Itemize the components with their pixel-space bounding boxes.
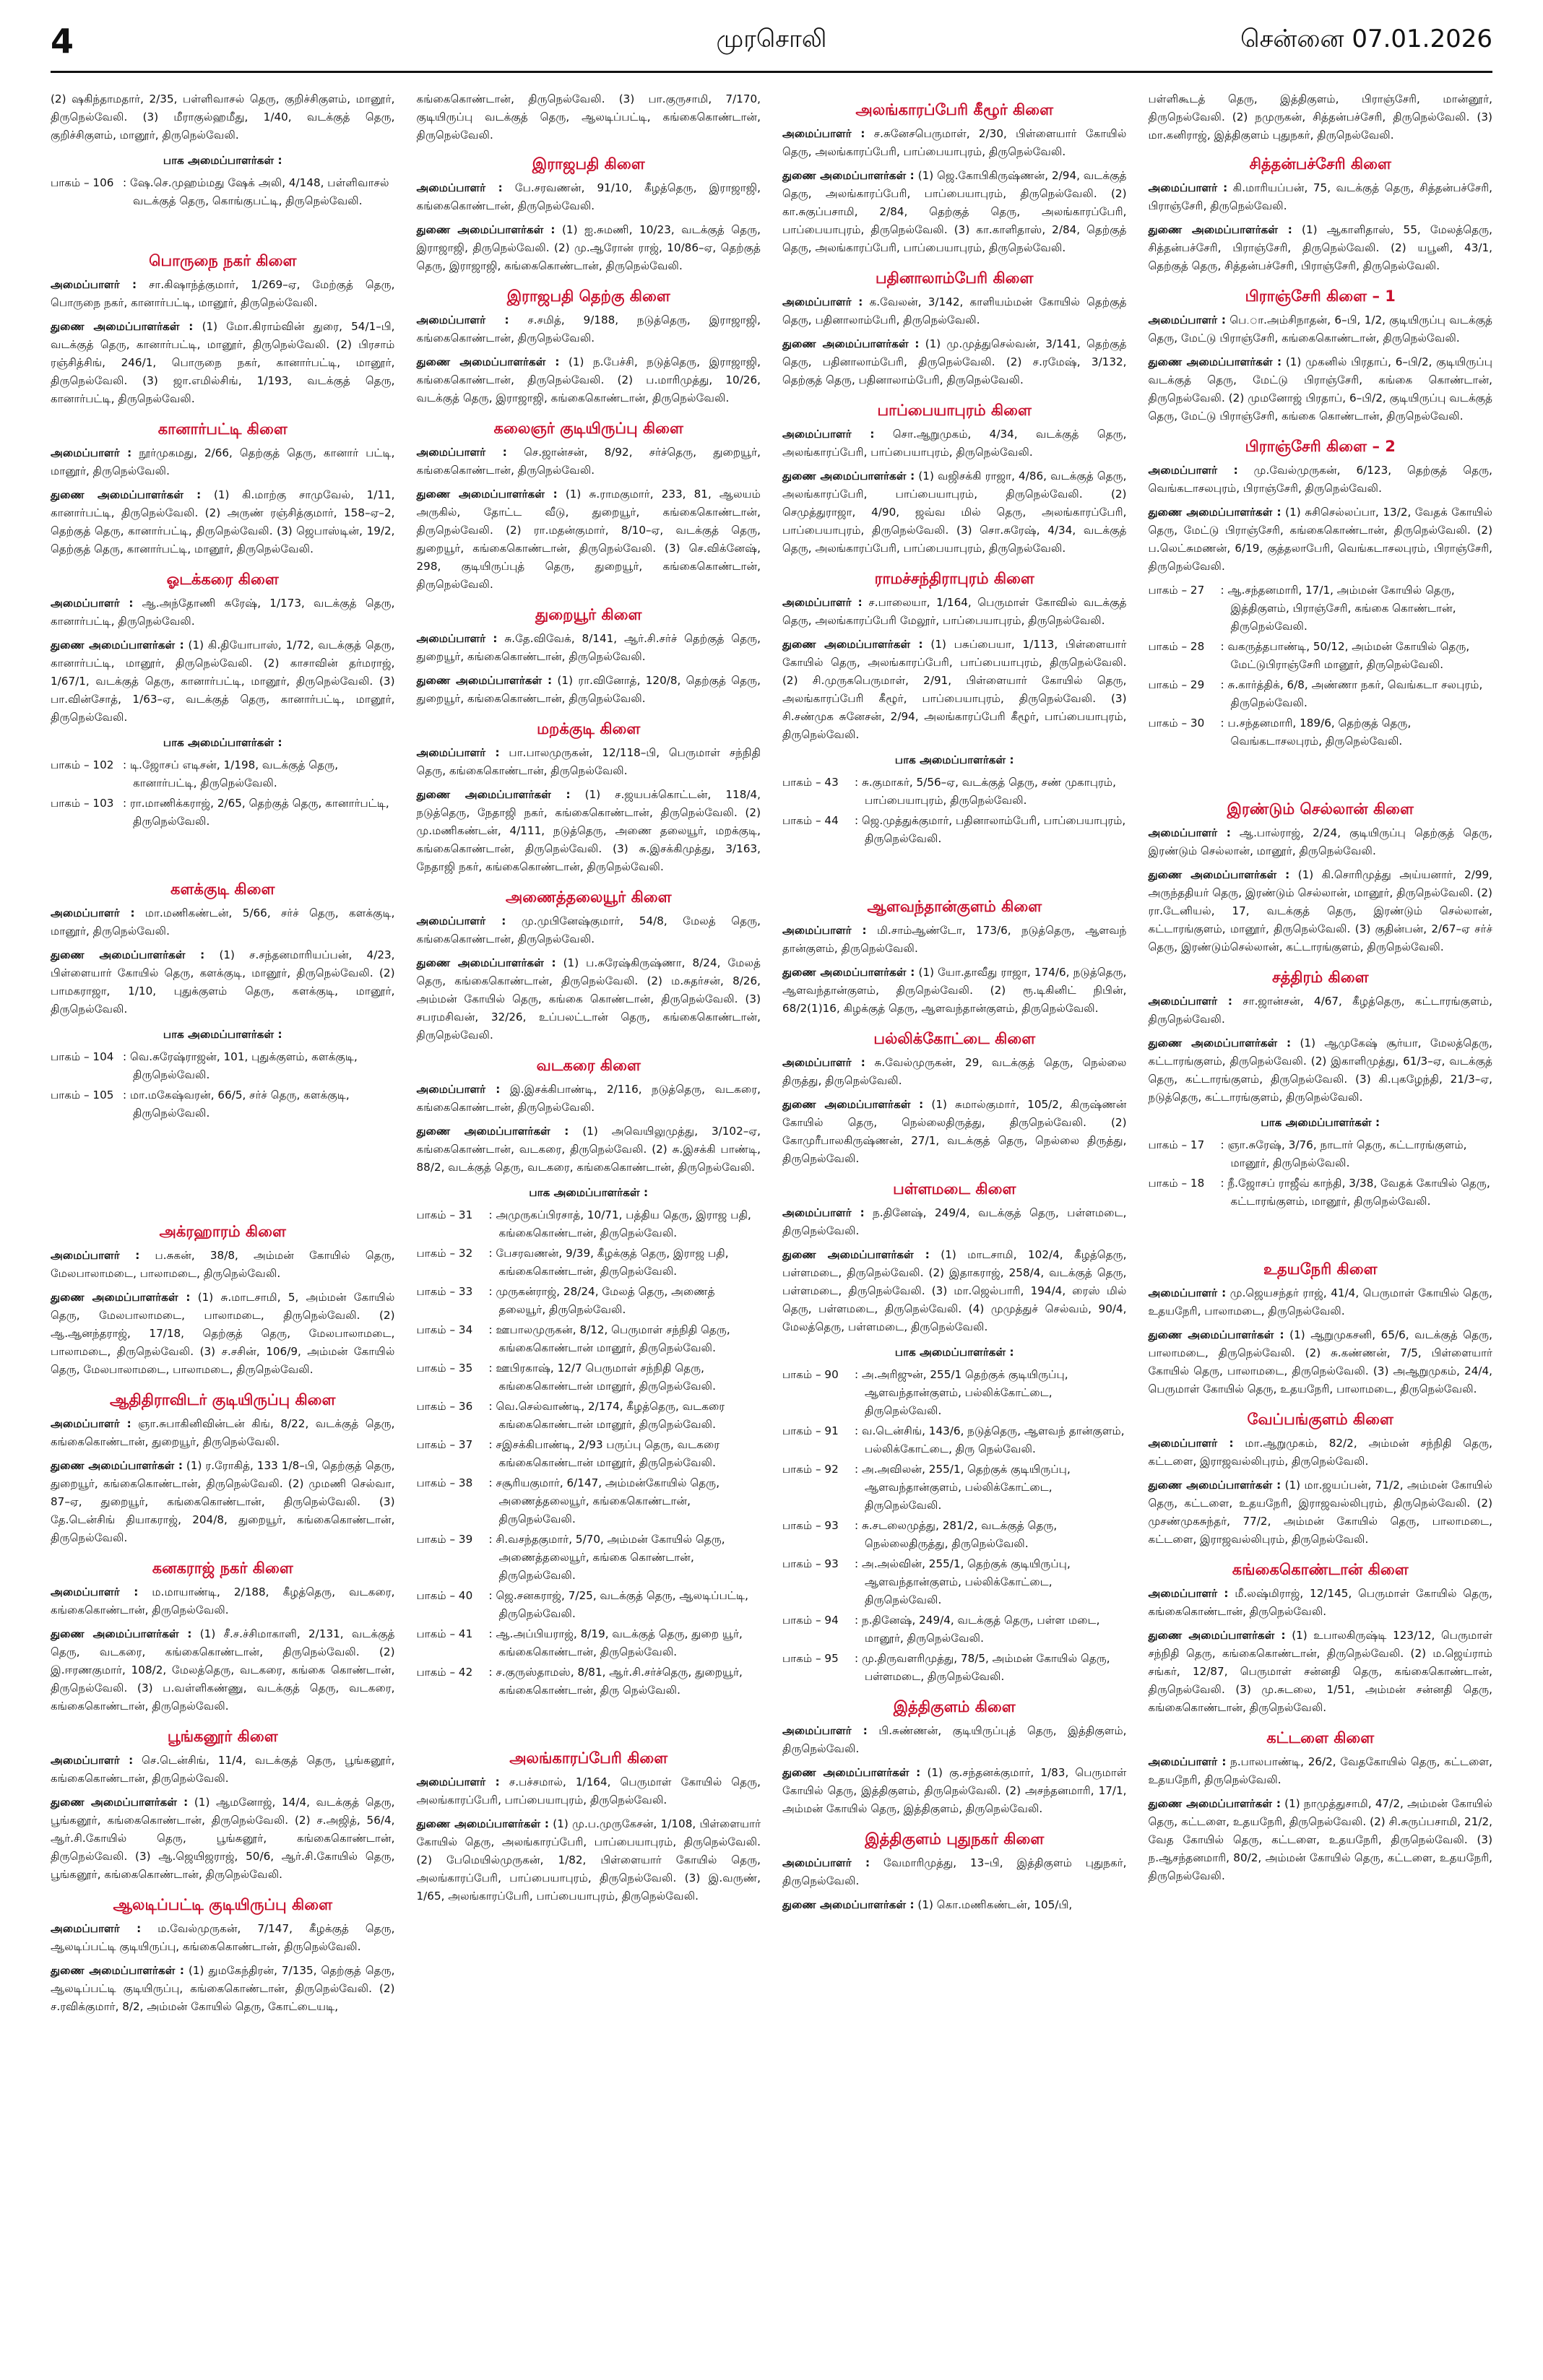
bagam-row: பாகம் – 90 : அ.அரிஜுன், 255/1 தெற்குக் குடியிருப்பு, ஆளவந்தான்குளம், பல்லிக்கோட்டை, திருநெல்வேலி. (782, 1368, 1068, 1417)
bagam-row: பாகம் – 18 : நீ.ஜோசப் ராஜீவ் காந்தி, 3/38, வேதக் கோயில் தெரு, கட்டாரங்குளம், மானூர், திருநெல்வேலி. (1148, 1177, 1490, 1208)
branch-title: ராமச்சந்திராபுரம் கிளை (874, 570, 1034, 587)
thunai-entry: துணை அமைப்பாளர்கள் : (1) ஆமுகேஷ் சூர்யா, மேலத்தெரு, கட்டாரங்குளம், திருநெல்வேலி. (2) இகாளிமுத்து, 61/3–ஏ, வடக்குத் தெரு, கட்டாரங்குளம், திருநெல்வேலி. (3) கி.புகழேந்தி, 21/3–ஏ, நடுத்தெரு, கட்டாரங்குளம், திருநெல்வேலி. (1148, 1037, 1493, 1104)
thunai-entry: துணை அமைப்பாளர்கள் : (1) முகனில் பிரதாப், 6–பி/2, குடியிருப்பு வடக்குத் தெரு, மேட்டு பிராஞ்சேரி, கங்கை கொண்டான், திருநெல்வேலி. (2) முமனோஜ் பிரதாப், 6–பி/2, குடியிருப்பு வடக்குத் தெரு, மேட்டு பிராஞ்சேரி, கங்கை கொண்டான், திருநெல்வேலி. (1148, 355, 1493, 423)
bagam-row: பாகம் – 30 : ப.சந்தனமாரி, 189/6, தெற்குத் தெரு, வெங்கடாசலபுரம், திருநெல்வேலி. (1148, 717, 1412, 748)
amaippalar-entry: அமைப்பாளர் : மு.ஜெயசந்தர் ராஜ், 41/4, பெருமாள் கோயில் தெரு, உதயநேரி, பாலாமடை, திருநெல்வேலி. (1148, 1286, 1493, 1317)
branch-title: பிராஞ்சேரி கிளை – 1 (1245, 287, 1396, 305)
branch-title: அக்ரஹாரம் கிளை (159, 1223, 286, 1240)
amaippalar-entry: அமைப்பாளர் : நூர்முகமது, 2/66, தெற்குத் தெரு, கானார் பட்டி, மானூர், திருநெல்வேலி. (51, 446, 395, 477)
amaippalar-entry: அமைப்பாளர் : ஞா.சுபாகினிவின்டன் கிங், 8/22, வடக்குத் தெரு, கங்கைகொண்டான், துறையூர், திருநெல்வேலி. (51, 1417, 395, 1448)
thunai-entry: துணை அமைப்பாளர்கள் : (1) ச.சந்தனமாரியப்பன், 4/23, பிள்ளையார் கோயில் தெரு, களக்குடி, மானூர், திருநெல்வேலி. (2) பாமகராஜா, 1/10, புதுக்குளம் தெரு, களக்குடி, மானூர், திருநெல்வேலி. (51, 948, 395, 1016)
amaippalar-entry: அமைப்பாளர் : ந.பாலபாண்டி, 26/2, வேதகோயில் தெரு, கட்டளை, உதயநேரி, திருநெல்வேலி. (1148, 1755, 1493, 1786)
amaippalar-entry: அமைப்பாளர் : ச.பச்சமால், 1/164, பெருமாள் கோயில் தெரு, அலங்காரப்பேரி, பாப்பையாபுரம், திருநெல்வேலி. (416, 1775, 761, 1806)
thunai-entry: துணை அமைப்பாளர்கள் : (1) ஆகாளிதாஸ், 55, மேலத்தெரு, சித்தன்பச்சேரி, பிராஞ்சேரி, திருநெல்வேலி. (2) யபூனி, 43/1, தெற்குத் தெரு, சித்தன்பச்சேரி, பிராஞ்சேரி, திருநெல்வேலி. (1148, 223, 1493, 272)
branch-section (51, 568, 395, 831)
bagam-row: பாகம் – 91 : வ.டென்சிங், 143/6, நடுத்தெரு, ஆளவந் தான்குளம், பல்லிக்கோட்டை, திரு நெல்வேலி. (782, 1424, 1125, 1455)
bagam-heading: பாக அமைப்பாளர்கள் : (894, 1346, 1014, 1359)
amaippalar-entry: அமைப்பாளர் : ந.தினேஷ், 249/4, வடக்குத் தெரு, பள்ளமடை, திருநெல்வேலி. (782, 1206, 1127, 1237)
thunai-entry: துணை அமைப்பாளர்கள் : (1) பசுப்பையா, 1/113, பிள்ளையார் கோயில் தெரு, அலங்காரப்பேரி, பாப்பையாபுரம், திருநெல்வேலி. (2) சி.முருகபெருமாள், 2/91, பிள்ளையார் கோயில் தெரு, அலங்காரப்பேரி கீழூர், பாப்பையாபுரம், திருநெல்வேலி. (3) சி.சண்முக சுனேசன், 2/94, அலங்காரப்பேரி கீழூர், பாப்பையாபுரம், திருநெல்வேலி. (782, 638, 1127, 741)
bagam-heading: பாக அமைப்பாளர்கள் : (894, 753, 1014, 766)
bagam-row: பாகம் – 36 : வெ.செல்வாண்டி, 2/174, கீழத்தெரு, வடகரை கங்கைகொண்டான் மானூர், திருநெல்வேலி. (416, 1400, 725, 1431)
thunai-entry: துணை அமைப்பாளர்கள் : (1) வஜிசக்கி ராஜா, 4/86, வடக்குத் தெரு, அலங்காரப்பேரி, பாப்பையாபுரம், திருநெல்வேலி. (2) செமுத்துராஜா, 4/90, ஜவ்வ மில் தெரு, அலங்காரப்பேரி, பாப்பையாபுரம், திருநெல்வேலி. (3) சொ.சுரேஷ், 4/34, வடக்குத் தெரு, அலங்காரப்பேரி, பாப்பையாபுரம், திருநெல்வேலி. (782, 469, 1127, 555)
branch-title: இராஜபதி தெற்கு கிளை (506, 287, 670, 305)
amaippalar-entry: அமைப்பாளர் : மி.சாம்ஆண்டோ, 173/6, நடுத்தெரு, ஆளவந் தான்குளம், திருநெல்வேலி. (782, 924, 1127, 955)
branch-section (1149, 798, 1493, 956)
thunai-entry: துணை அமைப்பாளர்கள் : (1) ந.பேச்சி, நடுத்தெரு, இராஜாஜி, கங்கைகொண்டான், திருநெல்வேலி. (2) ப.மாரிமுத்து, 10/26, வடக்குத் தெரு, இராஜாஜி, கங்கைகொண்டான், திருநெல்வேலி. (416, 355, 761, 404)
thunai-entry: துணை அமைப்பாளர்கள் : (1) மா.ஜயப்பன், 71/2, அம்மன் கோயில் தெரு, கட்டளை, உதயநேரி, இராஜவல்லிபுரம், திருநெல்வேலி. (2) முசண்முகசுந்தர், 77/2, அம்மன் கோயில் தெரு, பாலாமடை, கட்டளை, இராஜவல்லிபுரம், திருநெல்வேலி. (1148, 1479, 1493, 1546)
branch-section (782, 399, 1127, 558)
amaippalar-entry: அமைப்பாளர் : ச.பாலையா, 1/164, பெருமாள் கோவில் வடக்குத் தெரு, அலங்காரப்பேரி மேலூர், பாப்பையாபுரம், திருநெல்வேலி. (782, 596, 1127, 627)
thunai-entry: துணை அமைப்பாளர்கள் : (1) கொ.மணிகண்டன், 105/பி, (782, 1898, 1073, 1911)
thunai-entry: துணை அமைப்பாளர்கள் : (1) அவெயிலுமுத்து, 3/102–ஏ, கங்கைகொண்டான், வடகரை, திருநெல்வேலி. (2) சு.இசக்கி பாண்டி, 88/2, வடக்குத் தெரு, வடகரை, கங்கைகொண்டான், திருநெல்வேலி. (416, 1125, 761, 1174)
branch-section (1149, 1408, 1493, 1549)
column-1 (51, 90, 395, 2026)
bagam-row: பாகம் – 38 : சசூரியகுமார், 6/147, அம்மன்கோயில் தெரு, அணைத்தலையூர், கங்கைகொண்டான், திருநெல்வேலி. (416, 1476, 720, 1526)
branch-title: பல்லிக்கோட்டை கிளை (873, 1030, 1036, 1047)
branch-title: துறையூர் கிளை (535, 606, 642, 623)
amaippalar-entry: அமைப்பாளர் : வேமாரிமுத்து, 13–பி, இத்திகுளம் புதுநகர், திருநெல்வேலி. (782, 1856, 1127, 1887)
continued-text: பள்ளிகூடத் தெரு, இத்திகுளம், பிராஞ்சேரி, மான்னூர், திருநெல்வேலி. (2) நமுருகன், சித்தன்பச்சேரி, திருநெல்வேலி. (3) மா.கனிராஜ், இத்திகுளம் புதுநகர், திருநெல்வேலி. (1148, 92, 1492, 142)
branch-section (1149, 966, 1493, 1211)
amaippalar-entry: அமைப்பாளர் : ச.சமித், 9/188, நடுத்தெரு, இராஜாஜி, கங்கைகொண்டான், திருநெல்வேலி. (416, 313, 761, 345)
bagam-row: பாகம் – 17 : ஞா.சுரேஷ், 3/76, நாடார் தெரு, கட்டாரங்குளம், மானூர், திருநெல்வேலி. (1148, 1138, 1467, 1169)
branch-section (51, 1726, 395, 1884)
bagam-row: பாகம் – 41 : ஆ.அப்பியராஜ், 8/19, வடக்குத் தெரு, துறை யூர், கங்கைகொண்டான், திருநெல்வேலி. (416, 1627, 743, 1658)
amaippalar-entry: அமைப்பாளர் : பா.பாலமுருகன், 12/118–பி, பெருமாள் சந்நிதி தெரு, கங்கைகொண்டான், திருநெல்வேலி. (416, 746, 761, 777)
branch-title: இத்திகுளம் கிளை (893, 1698, 1016, 1715)
amaippalar-entry: அமைப்பாளர் : பெ.ா.அம்சிநாதன், 6–பி, 1/2, குடியிருப்பு வடக்குத் தெரு, மேட்டு பிராஞ்சேரி, கங்கைகொண்டான், திருநெல்வேலி. (1148, 313, 1493, 345)
bagam-row: பாகம் – 34 : ஊபாலமுருகன், 8/12, பெருமாள் சந்நிதி தெரு, கங்கைகொண்டான் மானூர், திருநெல்வேலி. (416, 1323, 730, 1354)
branch-title: இராஜபதி கிளை (532, 155, 645, 173)
page-number: 4 (51, 22, 74, 61)
thunai-entry: துணை அமைப்பாளர்கள் : (1) ர.ரோகித், 133 1/8–பி, தெற்குத் தெரு, துறையூர், கங்கைகொண்டான், திருநெல்வேலி. (2) முமணி செல்வா, 87–ஏ, துறையூர், கங்கைகொண்டான், திருநெல்வேலி. (3) தே.டென்சிங் தியாகராஜ், 204/8, துறையூர், கங்கைகொண்டான், திருநெல்வேலி. (51, 1459, 395, 1544)
bagam-row: பாகம் – 43 : சு.குமாகர், 5/56–ஏ, வடக்குத் தெரு, சண் முகாபுரம், பாப்பையாபுரம், திருநெல்வேலி. (782, 776, 1116, 807)
thunai-entry: துணை அமைப்பாளர்கள் : (1) ச.ஜயபக்கொட்டன், 118/4, நடுத்தெரு, நேதாஜி நகர், கங்கைகொண்டான், திருநெல்வேலி. (2) மு.மணிகண்டன், 4/111, நடுத்தெரு, அணை தலையூர், மறக்குடி, கங்கைகொண்டான், திருநெல்வேலி. (3) சு.இசக்கிமுத்து, 3/163, நேதாஜி நகர், கங்கைகொண்டான், திருநெல்வேலி. (416, 788, 761, 873)
branch-title: அலங்காரப்பேரி கீழூர் கிளை (855, 101, 1054, 118)
branch-section (417, 153, 761, 275)
thunai-entry: துணை அமைப்பாளர்கள் : (1) கு.சந்தனக்குமார், 1/83, பெருமாள் கோயில் தெரு, இத்திகுளம், திருநெல்வேலி. (2) அசந்தனமாரி, 17/1, அம்மன் கோயில் தெரு, இத்திகுளம், திருநெல்வேலி. (782, 1766, 1127, 1815)
thunai-entry: துணை அமைப்பாளர்கள் : (1) ப.சுரேஷ்கிருஷ்ணா, 8/24, மேலத் தெரு, கங்கைகொண்டான், திருநெல்வேலி. (2) ம.சுதர்சன், 8/26, அம்மன் கோயில் தெரு, கங்கை கொண்டான், திருநெல்வேலி. (3) சபரமசிவன், 32/26, உப்பலட்டான் தெரு, கங்கைகொண்டான், திருநெல்வேலி. (416, 956, 761, 1042)
continued-text: (2) ஷகிந்தாமதார், 2/35, பள்ளிவாசல் தெரு, குறிச்சிகுளம், மானூர், திருநெல்வேலி. (3) மீராகுல்ஹமீது, 1/40, வடக்குத் தெரு, குறிச்சிகுளம், மானூர், திருநெல்வேலி. (51, 92, 395, 142)
branch-title: வேப்பங்குளம் கிளை (1247, 1411, 1393, 1428)
branch-title: பதினாலாம்பேரி கிளை (876, 269, 1034, 287)
city-date: சென்னை 07.01.2026 (1240, 25, 1492, 53)
amaippalar-entry: அமைப்பாளர் : சா.கிஷாந்த்குமார், 1/269–ஏ, மேற்குத் தெரு, பொருநை நகர், கானார்பட்டி, மானூர், திருநெல்வேலி. (51, 278, 395, 309)
amaippalar-entry: அமைப்பாளர் : ம.மாயாண்டி, 2/188, கீழத்தெரு, வடகரை, கங்கைகொண்டான், திருநெல்வேலி. (51, 1585, 395, 1617)
bagam-row: பாகம் – 95 : மு.திருவளரிமுத்து, 78/5, அம்மன் கோயில் தெரு, பள்ளமடை, திருநெல்வேலி. (782, 1652, 1110, 1683)
amaippalar-entry: அமைப்பாளர் : பி.சுண்ணன், குடியிருப்புத் தெரு, இத்திகுளம், திருநெல்வேலி. (782, 1724, 1127, 1755)
thunai-entry: துணை அமைப்பாளர்கள் : (1) சு.மாடசாமி, 5, அம்மன் கோயில் தெரு, மேலபாலாமடை, பாலாமடை, திருநெல்வேலி. (2) ஆ.ஆனந்தராஜ், 17/18, தெற்குத் தெரு, மேலபாலாமடை, பாலாமடை, திருநெல்வேலி. (3) ச.சசின், 106/9, அம்மன் கோயில் தெரு, மேலபாலாமடை, பாலாமடை, திருநெல்வேலி. (51, 1291, 395, 1376)
branch-title: அணைத்தலையூர் கிளை (505, 888, 672, 906)
branch-section (417, 604, 761, 708)
thunai-entry: துணை அமைப்பாளர்கள் : (1) கி.மாற்கு சாமுவேல், 1/11, கானார்பட்டி, திருநெல்வேலி. (2) அருண் ரஞ்சித்குமார், 158–ஏ–2, தெற்குத் தெரு, கானார்பட்டி, திருநெல்வேலி. (3) ஜெபாஸ்டின், 19/2, தெற்குத் தெரு, கானார்பட்டி, மானூர், திருநெல்வேலி. (51, 488, 395, 555)
branch-title: பாப்பையாபுரம் கிளை (877, 402, 1032, 419)
amaippalar-entry: அமைப்பாளர் : ச.சுனேசபெருமாள், 2/30, பிள்ளையார் கோயில் தெரு, அலங்காரப்பேரி, பாப்பையாபுரம், திருநெல்வேலி. (782, 127, 1127, 158)
thunai-entry: துணை அமைப்பாளர்கள் : (1) யோ.தாவீது ராஜா, 174/6, நடுத்தெரு, ஆளவந்தான்குளம், திருநெல்வேலி. (2) ரூ.டிகினிட் நிபின், 68/2(1)16, கிழக்குத் தெரு, ஆளவந்தான்குளம், திருநெல்வேலி. (782, 966, 1127, 1015)
amaippalar-entry: அமைப்பாளர் : பே.சரவணன், 91/10, கீழத்தெரு, இராஜாஜி, கங்கைகொண்டான், திருநெல்வேலி. (416, 181, 761, 212)
thunai-entry: துணை அமைப்பாளர்கள் : (1) ஆமனோஜ், 14/4, வடக்குத் தெரு, பூங்கனூர், கங்கைகொண்டான், திருநெல்வேலி. (2) ச.அஜித், 56/4, ஆர்.சி.கோயில் தெரு, பூங்கனூர், கங்கைகொண்டான், திருநெல்வேலி. (3) ஆ.ஜெயிஜராஜ், 50/6, ஆர்.சி.கோயில் தெரு, பூங்கனூர், கங்கைகொண்டான், திருநெல்வேலி. (51, 1796, 395, 1881)
branch-title: வடகரை கிளை (536, 1057, 641, 1074)
thunai-entry: துணை அமைப்பாளர்கள் : (1) ஆறுமுகசனி, 65/6, வடக்குத் தெரு, பாலாமடை, திருநெல்வேலி. (2) சு.கண்ணன், 7/5, பிள்ளையார் கோயில் தெரு, பாலாமடை, திருநெல்வேலி. (3) அஆறுமுகம், 24/4, பெருமாள் கோயில் தெரு, உதயநேரி, பாலாமடை, திருநெல்வேலி. (1148, 1328, 1492, 1395)
branch-section (1149, 153, 1493, 275)
thunai-entry: துணை அமைப்பாளர்கள் : (1) மாடசாமி, 102/4, கீழத்தெரு, பள்ளமடை, திருநெல்வேலி. (2) இதாகராஜ், 258/4, வடக்குத் தெரு, பள்ளமடை, திருநெல்வேலி. (3) மா.ஜெல்பாரி, 194/4, ரைஸ் மில் தெரு, பள்ளமடை, திருநெல்வேலி. (4) முமுத்துச் செல்வம், 90/4, மேலத்தெரு, பள்ளமடை, திருநெல்வேலி. (782, 1248, 1127, 1333)
bagam-row: பாகம் – 32 : பேசரவணன், 9/39, கீழக்குத் தெரு, இராஜ பதி, கங்கைகொண்டான், திருநெல்வேலி. (416, 1247, 729, 1278)
thunai-entry: துணை அமைப்பாளர்கள் : (1) சு.ராமகுமார், 233, 81, ஆலயம் அருகில், தோட்ட வீடு, துறையூர், கங்கைகொண்டான், திருநெல்வேலி. (2) ரா.மதன்குமார், 8/10–ஏ, வடக்குத் தெரு, துறையூர், கங்கைகொண்டான், திருநெல்வேலி. (3) செ.விக்னேஷ், 298, குடியிருப்புத் தெரு, துறையூர், கங்கைகொண்டான், திருநெல்வேலி. (416, 488, 761, 591)
newspaper-name: முரசொலி (716, 25, 827, 53)
bagam-row: பாகம் – 103 : ரா.மாணிக்கராஜ், 2/65, தெற்குத் தெரு, கானார்பட்டி, திருநெல்வேலி. (51, 797, 389, 828)
amaippalar-entry: அமைப்பாளர் : சொ.ஆறுமுகம், 4/34, வடக்குத் தெரு, அலங்காரப்பேரி, பாப்பையாபுரம், திருநெல்வேலி. (782, 428, 1127, 459)
amaippalar-entry: அமைப்பாளர் : செ.ஜான்சன், 8/92, சர்ச்தெரு, துறையூர், கங்கைகொண்டான், திருநெல்வேலி. (416, 446, 761, 477)
columns (51, 90, 1492, 2026)
bagam-row: பாகம் – 92 : அ.அவிலன், 255/1, தெற்குக் குடியிருப்பு, ஆளவந்தான்குளம், பல்லிக்கோட்டை, திருநெல்வேலி. (782, 1463, 1071, 1512)
branch-title: களக்குடி கிளை (170, 880, 275, 898)
bagam-row: பாகம் – 35 : ஊபிரகாஷ், 12/7 பெருமாள் சந்நிதி தெரு, கங்கைகொண்டான் மானூர், திருநெல்வேலி. (416, 1362, 716, 1393)
branch-title: சத்திரம் கிளை (1271, 969, 1369, 986)
column-2 (417, 90, 761, 2026)
amaippalar-entry: அமைப்பாளர் : கி.மாரியப்பன், 75, வடக்குத் தெரு, சித்தன்பச்சேரி, பிராஞ்சேரி, திருநெல்வேலி. (1148, 181, 1493, 212)
branch-title: கலைஞர் குடியிருப்பு கிளை (493, 420, 683, 437)
amaippalar-entry: அமைப்பாளர் : க.வேலன், 3/142, காளியம்மன் கோயில் தெற்குத் தெரு, பதினாலாம்பேரி, திருநெல்வேலி. (782, 295, 1127, 326)
amaippalar-entry: அமைப்பாளர் : செ.டென்சிங், 11/4, வடக்குத் தெரு, பூங்கனூர், கங்கைகொண்டான், திருநெல்வேலி. (51, 1754, 395, 1785)
thunai-entry: துணை அமைப்பாளர்கள் : (1) மு.ப.முருகேசன், 1/108, பிள்ளையார் கோயில் தெரு, அலங்காரப்பேரி, பாப்பையாபுரம், திருநெல்வேலி. (2) பேமெயில்முருகன், 1/82, பிள்ளையார் கோயில் தெரு, அலங்காரப்பேரி, பாப்பையாபுரம், திருநெல்வேலி. (3) இ.வருண், 1/65, அலங்காரப்பேரி, பாப்பையாபுரம், திருநெல்வேலி. (416, 1817, 761, 1903)
amaippalar-entry: அமைப்பாளர் : மு.வேல்முருகன், 6/123, தெற்குத் தெரு, வெங்கடாசலபுரம், பிராஞ்சேரி, திருநெல்வேலி. (1148, 464, 1492, 495)
branch-section (51, 1221, 395, 1379)
bagam-row: பாகம் – 106 : ஷே.செ.முஹம்மது ஷேக் அலி, 4/148, பள்ளிவாசல் வடக்குத் தெரு, கொங்குபட்டி, திருநெல்வேலி. (51, 176, 389, 207)
branch-section (417, 285, 761, 407)
bagam-row: பாகம் – 37 : சஇசக்கிபாண்டி, 2/93 பருப்பு தெரு, வடகரை கங்கைகொண்டான் மானூர், திருநெல்வேலி. (416, 1438, 720, 1469)
branch-title: ஓடக்கரை கிளை (166, 571, 279, 588)
branch-section (782, 99, 1127, 257)
amaippalar-entry: அமைப்பாளர் : மா.மணிகண்டன், 5/66, சர்ச் தெரு, களக்குடி, மானூர், திருநெல்வேலி. (51, 906, 395, 938)
column-4 (1149, 90, 1493, 2026)
branch-section (1149, 285, 1493, 425)
thunai-entry: துணை அமைப்பாளர்கள் : (1) மு.முத்துசெல்வன், 3/141, தெற்குத் தெரு, பதினாலாம்பேரி, திருநெல்வேலி. (2) ச.ரமேஷ், 3/132, தெற்குத் தெரு, பதினாலாம்பேரி, திருநெல்வேலி. (782, 337, 1127, 386)
branch-section (1149, 1258, 1493, 1398)
bagam-row: பாகம் – 29 : சு.கார்த்திக், 6/8, அண்ணா நகர், வெங்கடா சலபுரம், திருநெல்வேலி. (1148, 678, 1483, 709)
bagam-row: பாகம் – 42 : ச.குருஸ்தாமஸ், 8/81, ஆர்.சி.சர்ச்தெரு, துறையூர், கங்கைகொண்டான், திரு நெல்வேலி. (416, 1666, 743, 1697)
bagam-heading: பாக அமைப்பாளர்கள் : (163, 736, 282, 749)
thunai-entry: துணை அமைப்பாளர்கள் : (1) கி.சொரிமுத்து அய்யனார், 2/99, அருந்ததியர் தெரு, இரண்டும் செல்லான், மானூர், திருநெல்வேலி. (2) ரா.டேனியல், 17, வடக்குத் தெரு, இரண்டும் செல்லான், கட்டாரங்குளம், மானூர், திருநெல்வேலி. (3) குதின்பன், 2/67–ஏ சர்ச் தெரு, இரண்டும்செல்லான், கட்டாரங்குளம், திருநெல்வேலி. (1148, 868, 1493, 953)
branch-section (417, 1747, 761, 1905)
branch-section (417, 718, 761, 876)
branch-section (782, 267, 1127, 389)
thunai-entry: துணை அமைப்பாளர்கள் : (1) ரா.வினோத், 120/8, தெற்குத் தெரு, துறையூர், கங்கைகொண்டான், திருநெல்வேலி. (416, 674, 761, 705)
amaippalar-entry: அமைப்பாளர் : ஆ.அந்தோணி சுரேஷ், 1/173, வடக்குத் தெரு, கானார்பட்டி, திருநெல்வேலி. (51, 597, 395, 628)
masthead (51, 20, 1492, 73)
branch-title: ஆதிதிராவிடர் குடியிருப்பு கிளை (109, 1391, 336, 1408)
branch-title: ஆலடிப்பட்டி குடியிருப்பு கிளை (113, 1896, 333, 1913)
amaippalar-entry: அமைப்பாளர் : ஆ.பால்ராஜ், 2/24, குடியிருப்பு தெற்குத் தெரு, இரண்டும் செல்லான், மானூர், திருநெல்வேலி. (1148, 826, 1492, 857)
branch-section (417, 886, 761, 1044)
amaippalar-entry: அமைப்பாளர் : மீ.லஷ்மிராஜ், 12/145, பெருமாள் கோயில் தெரு, கங்கைகொண்டான், திருநெல்வேலி. (1148, 1587, 1493, 1618)
branch-section (51, 1389, 395, 1547)
branch-title: கங்கைகொண்டான் கிளை (1232, 1561, 1409, 1578)
branch-title: கட்டளை கிளை (1266, 1729, 1375, 1747)
branch-title: சித்தன்பச்சேரி கிளை (1249, 155, 1391, 173)
bagam-heading: பாக அமைப்பாளர்கள் : (163, 1028, 282, 1041)
amaippalar-entry: அமைப்பாளர் : சா.ஜான்சன், 4/67, கீழத்தெரு, கட்டாரங்குளம், திருநெல்வேலி. (1148, 995, 1492, 1026)
bagam-row: பாகம் – 40 : ஜெ.சனகராஜ், 7/25, வடக்குத் தெரு, ஆலடிப்பட்டி, திருநெல்வேலி. (416, 1589, 748, 1620)
branch-title: பிராஞ்சேரி கிளை – 2 (1245, 438, 1396, 455)
thunai-entry: துணை அமைப்பாளர்கள் : (1) துமகேந்திரன், 7/135, தெற்குத் தெரு, ஆலடிப்பட்டி குடியிருப்பு, கங்கைகொண்டான், திருநெல்வேலி. (2) ச.ரவிக்குமார், 8/2, அம்மன் கோயில் தெரு, கோட்டையடி, (51, 1964, 395, 2013)
branch-section (51, 1557, 395, 1715)
branch-title: இத்திகுளம் புதுநகர் கிளை (865, 1830, 1045, 1848)
continued-text: கங்கைகொண்டான், திருநெல்வேலி. (3) பா.குருசாமி, 7/170, குடியிருப்பு வடக்குத் தெரு, ஆலடிப்பட்டி, கங்கைகொண்டான், திருநெல்வேலி. (416, 92, 761, 142)
branch-section (417, 1055, 761, 1700)
branch-section (782, 1828, 1127, 1914)
amaippalar-entry: அமைப்பாளர் : ப.சுகன், 38/8, அம்மன் கோயில் தெரு, மேலபாலாமடை, பாலாமடை, திருநெல்வேலி. (51, 1249, 395, 1280)
branch-title: பொருநை நகர் கிளை (149, 252, 297, 269)
bagam-row: பாகம் – 27 : ஆ.சந்தனமாரி, 17/1, அம்மன் கோயில் தெரு, இத்திகுளம், பிராஞ்சேரி, கங்கை கொண்டான், திருநெல்வேலி. (1148, 584, 1456, 633)
branch-title: பூங்கனூர் கிளை (167, 1728, 278, 1745)
bagam-row: பாகம் – 94 : ந.தினேஷ், 249/4, வடக்குத் தெரு, பள்ள மடை, மானூர், திருநெல்வேலி. (782, 1614, 1100, 1645)
branch-section (782, 896, 1127, 1018)
branch-section (1149, 1559, 1493, 1717)
branch-title: உதயநேரி கிளை (1263, 1260, 1378, 1278)
branch-section (1149, 436, 1493, 750)
thunai-entry: துணை அமைப்பாளர்கள் : (1) மோ.கிராம்வின் துரை, 54/1–பி, வடக்குத் தெரு, கானார்பட்டி, மானூர், திருநெல்வேலி. (2) பிரசாம் ரஞ்சித்சிங், 246/1, பொருநை நகர், கானார்பட்டி, மானூர், திருநெல்வேலி. (3) ஜா.எமில்சிங், 1/193, வடக்குத் தெரு, கானார்பட்டி, திருநெல்வேலி. (51, 320, 395, 405)
branch-section (782, 1028, 1127, 1168)
bagam-row: பாகம் – 93 : அ.அல்வின், 255/1, தெற்குக் குடியிருப்பு, ஆளவந்தான்குளம், பல்லிக்கோட்டை, திருநெல்வேலி. (782, 1557, 1071, 1606)
amaippalar-entry: அமைப்பாளர் : இ.இசக்கிபாண்டி, 2/116, நடுத்தெரு, வடகரை, கங்கைகொண்டான், திருநெல்வேலி. (416, 1083, 761, 1114)
branch-title: மறக்குடி கிளை (537, 720, 641, 737)
amaippalar-entry: அமைப்பாளர் : சு.வேல்முருகன், 29, வடக்குத் தெரு, நெல்லை திருத்து, திருநெல்வேலி. (782, 1056, 1127, 1087)
branch-section (1149, 1727, 1493, 1885)
thunai-entry: துணை அமைப்பாளர்கள் : (1) சீ.ச.ச்சிமாகாளி, 2/131, வடக்குத் தெரு, வடகரை, கங்கைகொண்டான், திருநெல்வேலி. (2) இ.ஈரணகுமார், 108/2, மேலத்தெரு, வடகரை, கங்கை கொண்டான், திருநெல்வேலி. (3) ப.வள்ளிகண்ணு, வடக்குத் தெரு, வடகரை, கங்கைகொண்டான், திருநெல்வேலி. (51, 1627, 395, 1713)
branch-title: ஆளவந்தான்குளம் கிளை (867, 898, 1042, 915)
thunai-entry: துணை அமைப்பாளர்கள் : (1) சுமால்குமார், 105/2, கிருஷ்ணன் கோயில் தெரு, நெல்லைதிருத்து, திருநெல்வேலி. (2) கோமுரீபாலகிருஷ்ணன், 27/1, வடக்குத் தெரு, நெல்லை திருத்து, திருநெல்வேலி. (782, 1098, 1127, 1165)
branch-title: பள்ளமடை கிளை (893, 1180, 1016, 1198)
branch-section (782, 1696, 1127, 1818)
branch-section (782, 1178, 1127, 1686)
branch-title: கனகராஜ் நகர் கிளை (152, 1559, 293, 1577)
branch-section (782, 568, 1127, 848)
thunai-entry: துணை அமைப்பாளர்கள் : (1) நாமுத்துசாமி, 47/2, அம்மன் கோயில் தெரு, கட்டளை, உதயநேரி, திருநெல்வேலி. (2) சி.சுருப்பசாமி, 21/2, வேத கோயில் தெரு, கட்டளை, உதயநேரி, திருநெல்வேலி. (3) ந.ஆசந்தனமாரி, 80/2, அம்மன் கோயில் தெரு, கட்டளை, உதயநேரி, திருநெல்வேலி. (1148, 1797, 1492, 1882)
branch-title: கானார்பட்டி கிளை (157, 420, 288, 438)
bagam-row: பாகம் – 104 : வெ.சுரேஷ்ராஜன், 101, புதுக்குளம், களக்குடி, திருநெல்வேலி. (51, 1050, 358, 1081)
thunai-entry: துணை அமைப்பாளர்கள் : (1) கி.தியோபாஸ், 1/72, வடக்குத் தெரு, கானார்பட்டி, மானூர், திருநெல்வேலி. (2) காசாவின் தர்மராஜ், 1/67/1, வடக்குத் தெரு, கானார்பட்டி, மானூர், திருநெல்வேலி. (3) பா.வின்சோத், 1/63–ஏ, வடக்குத் தெரு, கானார்பட்டி, மானூர், திருநெல்வேலி. (51, 639, 395, 724)
branch-section (51, 418, 395, 558)
bagam-row: பாகம் – 28 : வகருத்தபாண்டி, 50/12, அம்மன் கோயில் தெரு, மேட்டுபிராஞ்சேரி மானூர், திருநெல்வேலி. (1148, 640, 1470, 671)
amaippalar-entry: அமைப்பாளர் : மு.முபினேஷ்குமார், 54/8, மேலத் தெரு, கங்கைகொண்டான், திருநெல்வேலி. (416, 914, 761, 945)
bagam-row: பாகம் – 105 : மா.மகேஷ்வரன், 66/5, சர்ச் தெரு, களக்குடி, திருநெல்வேலி. (51, 1089, 350, 1120)
thunai-entry: துணை அமைப்பாளர்கள் : (1) சுசிசெல்லப்பா, 13/2, வேதக் கோயில் தெரு, மேட்டு பிராஞ்சேரி, கங்கைகொண்டான், திருநெல்வேலி. (2) ப.லெட்சுமணன், 6/19, குத்தலாபேரி, வெங்கடாசலபுரம், பிராஞ்சேரி, திருநெல்வேலி. (1148, 506, 1493, 573)
column-3 (782, 90, 1127, 2026)
amaippalar-entry: அமைப்பாளர் : மா.ஆறுமுகம், 82/2, அம்மன் சந்நிதி தெரு, கட்டளை, இராஜவல்லிபுரம், திருநெல்வேலி. (1148, 1437, 1493, 1468)
bagam-row: பாகம் – 39 : சி.வசந்தகுமார், 5/70, அம்மன் கோயில் தெரு, அணைத்தலையூர், கங்கை கொண்டான், திருநெல்வேலி. (416, 1533, 725, 1582)
branch-section (51, 250, 395, 408)
branch-title: அலங்காரப்பேரி கிளை (509, 1749, 668, 1767)
bagam-row: பாகம் – 31 : அமுருகப்பிரசாத், 10/71, பத்திய தெரு, இராஜ பதி, கங்கைகொண்டான், திருநெல்வேலி. (416, 1208, 751, 1239)
bagam-row: பாகம் – 33 : முருகன்ராஜ், 28/24, மேலத் தெரு, அணைத் தலையூர், திருநெல்வேலி. (416, 1285, 715, 1316)
thunai-entry: துணை அமைப்பாளர்கள் : (1) உபாலகிருஷ்டி 123/12, பெருமாள் சந்நிதி தெரு, கங்கைகொண்டான், திருநெல்வேலி. (2) ம.ஜெய்ராம் சங்கர், 12/87, பெருமாள் சன்னதி தெரு, கங்கைகொண்டான், திருநெல்வேலி. (3) மு.சுடலை, 1/51, அம்மன் சன்னதி தெரு, கங்கைகொண்டான், திருநெல்வேலி. (1148, 1629, 1493, 1714)
thunai-entry: துணை அமைப்பாளர்கள் : (1) ஜெ.கோபிகிருஷ்ணன், 2/94, வடக்குத் தெரு, அலங்காரப்பேரி, பாப்பையாபுரம், திருநெல்வேலி. (2) கா.சுகுப்பசாமி, 2/84, தெற்குத் தெரு, அலங்காரப்பேரி, பாப்பையாபுரம், திருநெல்வேலி. (3) கா.காளிதாஸ், 2/84, தெற்குத் தெரு, அலங்காரப்பேரி, பாப்பையாபுரம், திருநெல்வேலி. (782, 169, 1127, 254)
amaippalar-entry: அமைப்பாளர் : ம.வேல்முருகன், 7/147, கீழக்குத் தெரு, ஆலடிப்பட்டி குடியிருப்பு, கங்கைகொண்டான், திருநெல்வேலி. (51, 1922, 395, 1953)
branch-section (51, 1894, 395, 2016)
bagam-heading: பாக அமைப்பாளர்கள் : (529, 1186, 649, 1199)
branch-section (51, 878, 395, 1122)
amaippalar-entry: அமைப்பாளர் : சு.தே.விவேக், 8/141, ஆர்.சி.சர்ச் தெற்குத் தெரு, துறையூர், கங்கைகொண்டான், திருநெல்வேலி. (416, 632, 761, 663)
bagam-heading: பாக அமைப்பாளர்கள் : (1261, 1116, 1380, 1129)
branch-section (417, 417, 761, 594)
thunai-entry: துணை அமைப்பாளர்கள் : (1) ஐ.சுமணி, 10/23, வடக்குத் தெரு, இராஜாஜி, திருநெல்வேலி. (2) மு.ஆரோன் ராஜ், 10/86–ஏ, தெற்குத் தெரு, இராஜாஜி, கங்கைகொண்டான், திருநெல்வேலி. (416, 223, 761, 272)
branch-title: இரண்டும் செல்லான் கிளை (1227, 800, 1414, 818)
bagam-row: பாகம் – 102 : டி.ஜோசப் எடிசன், 1/198, வடக்குத் தெரு, கானார்பட்டி, திருநெல்வேலி. (51, 758, 339, 789)
bagam-row: பாகம் – 44 : ஜெ.முத்துக்குமார், பதினாலாம்பேரி, பாப்பையாபுரம், திருநெல்வேலி. (782, 814, 1126, 845)
bagam-heading: பாக அமைப்பாளர்கள் : (163, 154, 282, 167)
bagam-row: பாகம் – 93 : சு.சடலைமுத்து, 281/2, வடக்குத் தெரு, நெல்லைதிருத்து, திருநெல்வேலி. (782, 1519, 1058, 1550)
